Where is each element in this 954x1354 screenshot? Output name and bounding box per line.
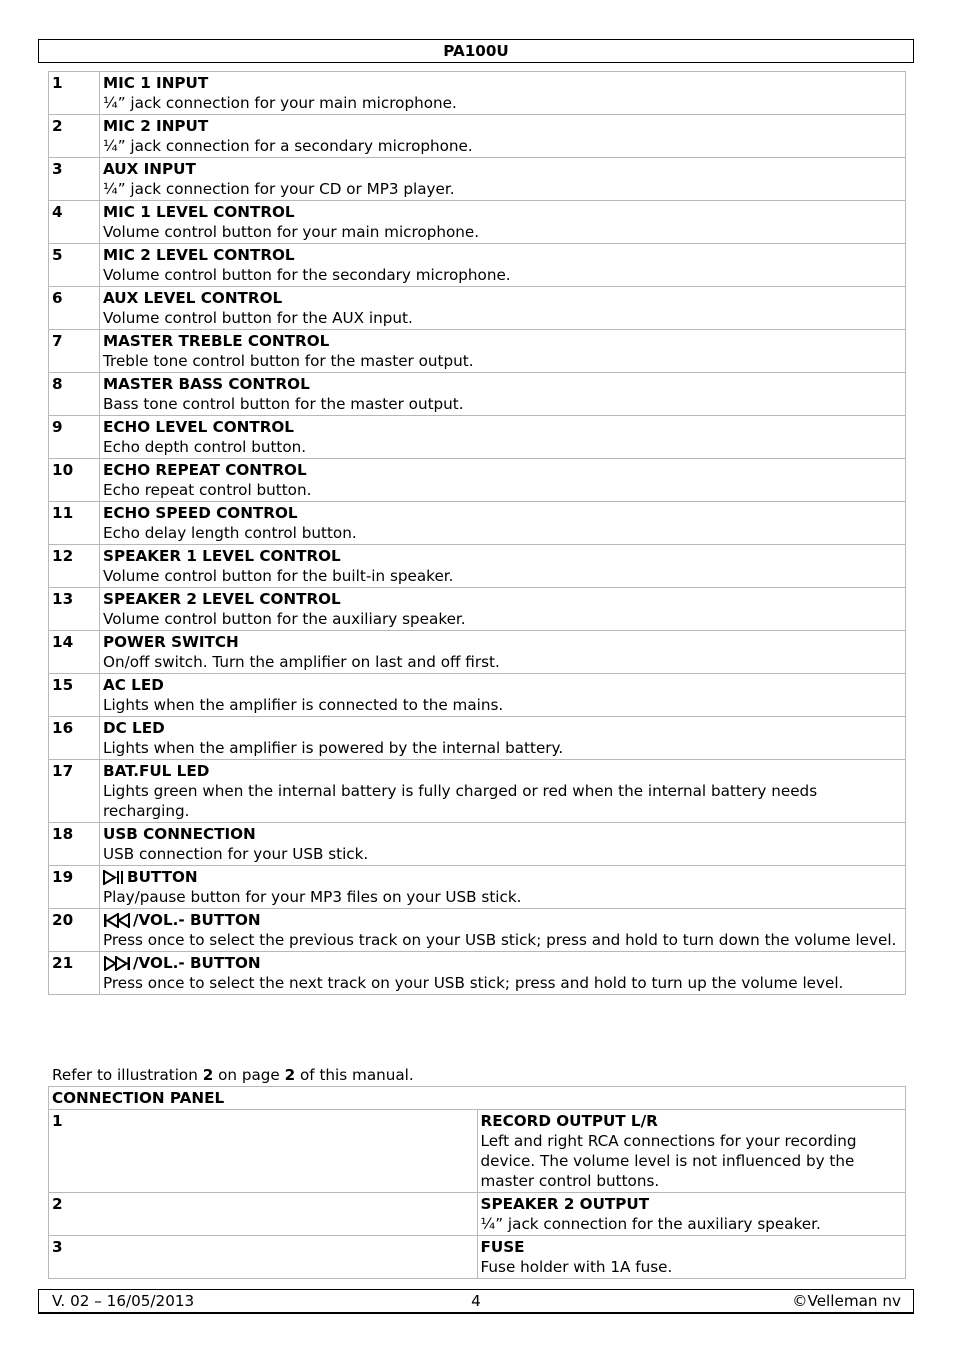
item-body [100,72,906,115]
item-description: Treble tone control button for the master output. [103,352,474,370]
table-row [49,952,906,995]
item-description: Volume control button for the auxiliary speaker. [103,610,466,628]
table-row [49,115,906,158]
item-body [100,909,906,952]
next-track-icon [103,954,133,972]
item-title: FUSE [480,1238,525,1256]
item-title: MIC 2 INPUT [103,117,209,135]
connection-panel-heading: CONNECTION PANEL [49,1087,906,1110]
item-title: AUX INPUT [103,160,196,178]
item-body [100,244,906,287]
item-number: 15 [49,674,100,717]
item-description: ¼” jack connection for your main microphone. [103,94,457,112]
item-body [100,502,906,545]
item-number: 2 [49,1193,478,1236]
item-description: ¼” jack connection for your CD or MP3 player. [103,180,455,198]
item-title: AUX LEVEL CONTROL [103,289,283,307]
item-number: 4 [49,201,100,244]
item-title-line [103,910,902,930]
refer-text: Refer to illustration [52,1066,203,1084]
item-description: Volume control button for the built-in speaker. [103,567,454,585]
table-row [49,823,906,866]
item-number: 1 [49,1110,478,1193]
table-row [49,330,906,373]
item-title-line [103,824,902,844]
item-description: USB connection for your USB stick. [103,845,369,863]
table-row [49,866,906,909]
item-description: Left and right RCA connections for your recording device. The volume level is not influenced by the master control buttons. [480,1132,857,1190]
item-body [100,201,906,244]
table-row [49,1236,906,1279]
item-number: 20 [49,909,100,952]
item-body [100,459,906,502]
item-body [100,866,906,909]
item-title-line [103,867,902,887]
item-title-line [103,460,902,480]
item-number: 3 [49,158,100,201]
item-number: 3 [49,1236,478,1279]
page-header-title: PA100U [38,39,914,63]
item-number: 13 [49,588,100,631]
previous-track-icon [103,911,133,929]
item-body [100,416,906,459]
item-title: /VOL.- BUTTON [133,911,261,929]
item-description: Play/pause button for your MP3 files on your USB stick. [103,888,522,906]
item-number: 8 [49,373,100,416]
item-title: BAT.FUL LED [103,762,210,780]
item-number: 21 [49,952,100,995]
item-description: Volume control button for the AUX input. [103,309,413,327]
item-title-line [103,632,902,652]
item-title: POWER SWITCH [103,633,239,651]
item-number: 6 [49,287,100,330]
item-body [100,158,906,201]
item-body [100,952,906,995]
table-row [49,416,906,459]
item-title: USB CONNECTION [103,825,256,843]
item-title-line [481,1194,903,1214]
item-number: 9 [49,416,100,459]
item-body [477,1110,906,1193]
table-row [49,717,906,760]
table-row [49,631,906,674]
item-title-line [103,116,902,136]
item-title: /VOL.- BUTTON [133,954,261,972]
item-description: On/off switch. Turn the amplifier on last and off first. [103,653,500,671]
item-number: 5 [49,244,100,287]
connection-panel-table [48,1086,906,1279]
item-title: ECHO REPEAT CONTROL [103,461,307,479]
table-row [49,459,906,502]
page-reference: 2 [284,1066,296,1084]
item-number: 17 [49,760,100,823]
item-title-line [103,953,902,973]
item-title: MIC 2 LEVEL CONTROL [103,246,295,264]
table-row [49,244,906,287]
item-title: AC LED [103,676,164,694]
item-description: Echo delay length control button. [103,524,357,542]
item-title-line [103,288,902,308]
item-body [477,1236,906,1279]
item-description: ¼” jack connection for the auxiliary speaker. [480,1215,821,1233]
item-title: MASTER TREBLE CONTROL [103,332,330,350]
item-title: RECORD OUTPUT L/R [480,1112,658,1130]
item-number: 18 [49,823,100,866]
table-row [49,760,906,823]
table-row [49,287,906,330]
item-description: Echo repeat control button. [103,481,312,499]
item-body [100,717,906,760]
item-body [100,823,906,866]
item-title-line [103,245,902,265]
item-number: 14 [49,631,100,674]
front-panel-table [48,71,906,995]
item-number: 16 [49,717,100,760]
connection-panel-header-row [49,1087,906,1110]
item-description: Lights green when the internal battery is fully charged or red when the internal battery needs recharging. [103,782,818,820]
item-title-line [103,73,902,93]
item-title: BUTTON [127,868,198,886]
table-row [49,158,906,201]
item-body [100,373,906,416]
item-body [100,287,906,330]
item-body [100,631,906,674]
item-title-line [103,202,902,222]
item-title: SPEAKER 1 LEVEL CONTROL [103,547,341,565]
item-number: 19 [49,866,100,909]
play-pause-icon [103,868,127,886]
page-footer [38,1289,914,1314]
item-body [100,760,906,823]
refer-text: of this manual. [295,1066,414,1084]
item-title-line [103,331,902,351]
item-title-line [103,546,902,566]
item-description: Press once to select the previous track on your USB stick; press and hold to turn down the volume level. [103,931,897,949]
item-title-line [103,761,902,781]
item-description: Lights when the amplifier is powered by the internal battery. [103,739,564,757]
item-description: Fuse holder with 1A fuse. [480,1258,673,1276]
item-description: Press once to select the next track on your USB stick; press and hold to turn up the volume level. [103,974,844,992]
item-title-line [103,503,902,523]
item-title: ECHO LEVEL CONTROL [103,418,294,436]
footer-version: V. 02 – 16/05/2013 [52,1292,195,1310]
table-row [49,545,906,588]
item-title: SPEAKER 2 LEVEL CONTROL [103,590,341,608]
item-body [100,674,906,717]
item-description: Volume control button for the secondary microphone. [103,266,511,284]
item-description: ¼” jack connection for a secondary microphone. [103,137,473,155]
item-title-line [103,718,902,738]
item-body [100,545,906,588]
item-title: MASTER BASS CONTROL [103,375,310,393]
table-row [49,502,906,545]
item-description: Volume control button for your main microphone. [103,223,480,241]
item-title: SPEAKER 2 OUTPUT [480,1195,650,1213]
table-row [49,373,906,416]
item-title-line [103,374,902,394]
item-body [100,588,906,631]
item-description: Echo depth control button. [103,438,307,456]
refer-note [52,1065,414,1085]
item-title-line [103,675,902,695]
item-body [100,330,906,373]
item-description: Lights when the amplifier is connected to the mains. [103,696,504,714]
table-row [49,1110,906,1193]
table-row [49,201,906,244]
table-row [49,1193,906,1236]
refer-text: on page [213,1066,285,1084]
item-number: 7 [49,330,100,373]
illustration-number: 2 [202,1066,214,1084]
item-title-line [481,1111,903,1131]
item-title: MIC 1 LEVEL CONTROL [103,203,295,221]
item-title-line [481,1237,903,1257]
item-number: 12 [49,545,100,588]
item-title-line [103,159,902,179]
item-body [477,1193,906,1236]
table-row [49,674,906,717]
item-title: MIC 1 INPUT [103,74,209,92]
table-row [49,909,906,952]
item-number: 1 [49,72,100,115]
item-number: 11 [49,502,100,545]
footer-page-number: 4 [471,1292,481,1310]
item-description: Bass tone control button for the master output. [103,395,464,413]
item-body [100,115,906,158]
item-title: ECHO SPEED CONTROL [103,504,298,522]
footer-copyright: ©Velleman nv [792,1292,901,1310]
table-row [49,588,906,631]
table-row [49,72,906,115]
item-title-line [103,589,902,609]
item-number: 10 [49,459,100,502]
item-number: 2 [49,115,100,158]
item-title-line [103,417,902,437]
item-title: DC LED [103,719,165,737]
